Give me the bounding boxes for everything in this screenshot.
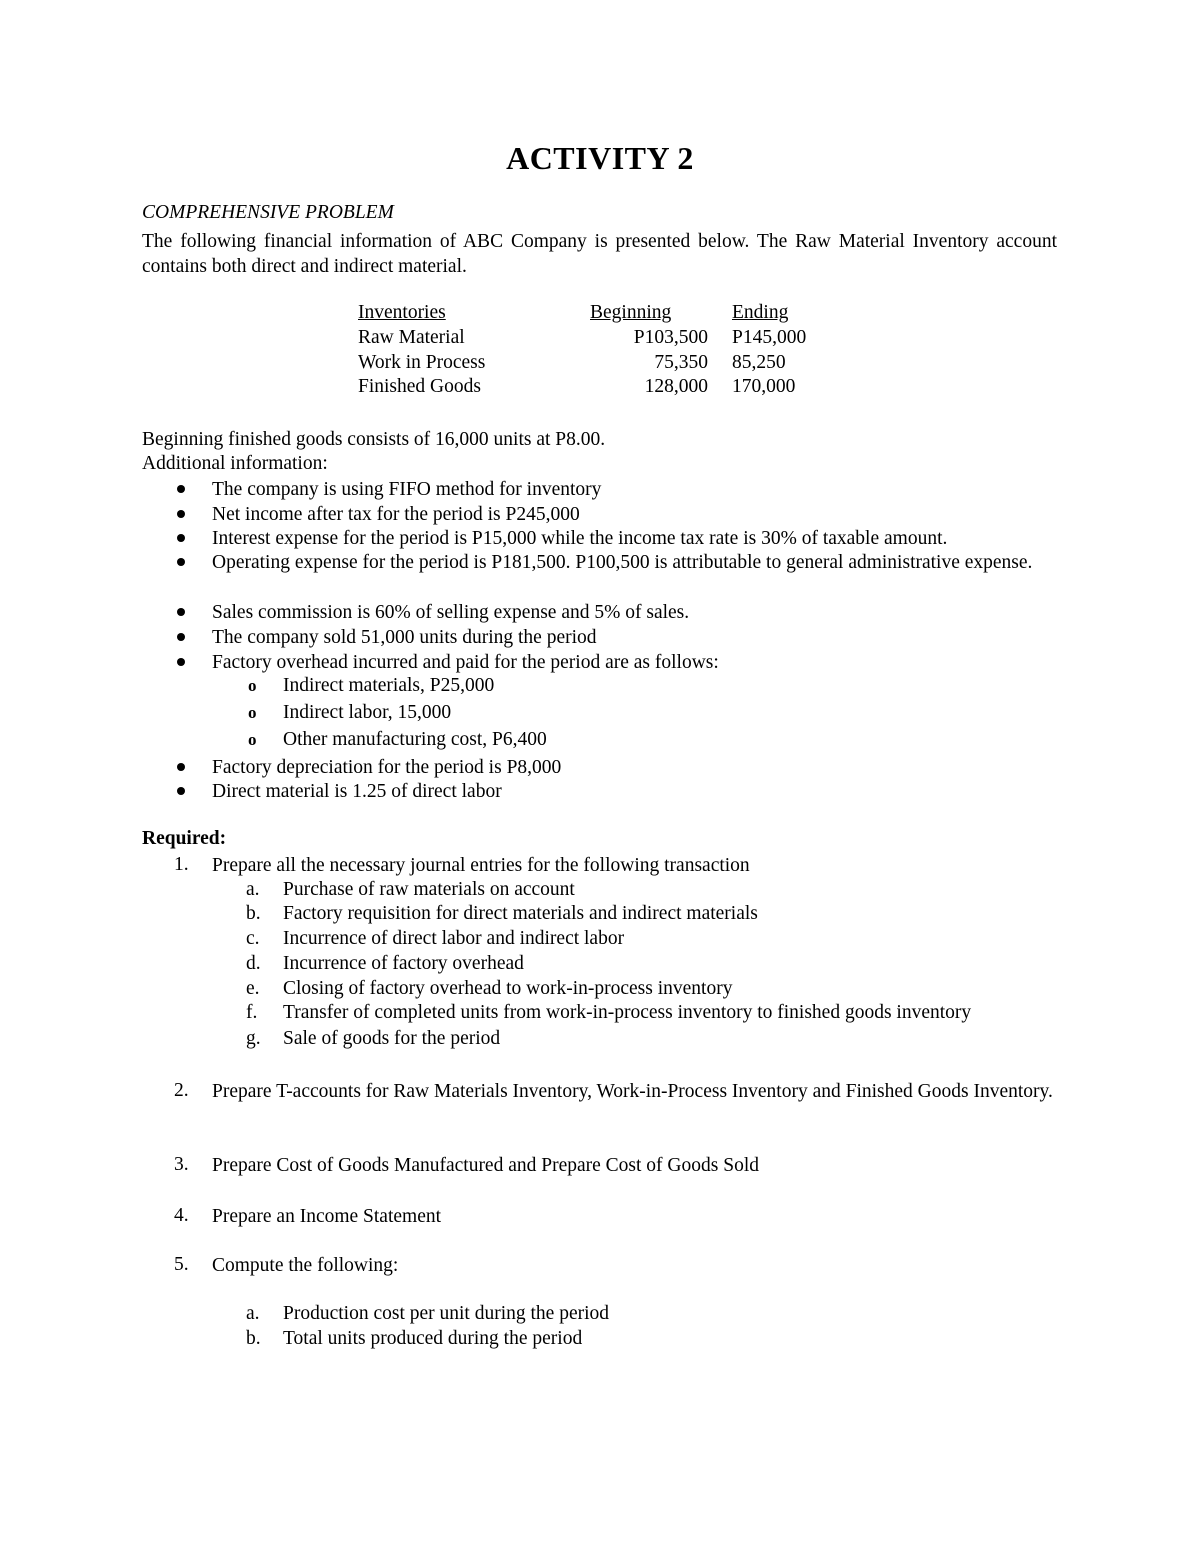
required-item: Compute the following: xyxy=(212,1255,399,1276)
list-item: Factory overhead incurred and paid for the period are as follows: xyxy=(212,652,719,673)
bullet-icon xyxy=(177,485,185,493)
sub-letter: f. xyxy=(246,1002,258,1023)
item-number: 5. xyxy=(174,1254,189,1275)
required-item: Prepare all the necessary journal entries for the following transaction xyxy=(212,855,750,876)
required-item: Prepare Cost of Goods Manufactured and Prepare Cost of Goods Sold xyxy=(212,1155,759,1176)
overhead-item: Indirect materials, P25,000 xyxy=(283,675,495,696)
overhead-item: Indirect labor, 15,000 xyxy=(283,702,452,723)
bullet-icon xyxy=(177,787,185,795)
sub-item: Production cost per unit during the period xyxy=(283,1303,610,1324)
bullet-icon xyxy=(177,558,185,566)
sub-letter: a. xyxy=(246,879,260,900)
beginning-note: Beginning finished goods consists of 16,000 units at P8.00. xyxy=(142,429,606,450)
sub-item: Total units produced during the period xyxy=(283,1328,583,1349)
intro-paragraph: The following financial information of ABC Company is presented below. The Raw Material Inventory account contains both direct and indirect material. xyxy=(142,231,1057,277)
beginning-value: 128,000 xyxy=(644,376,708,398)
list-item: The company is using FIFO method for inventory xyxy=(212,479,602,500)
sub-item: Factory requisition for direct materials and indirect materials xyxy=(283,903,758,924)
ending-value: P145,000 xyxy=(732,326,807,348)
list-item: Sales commission is 60% of selling expense and 5% of sales. xyxy=(212,602,690,623)
item-number: 4. xyxy=(174,1205,189,1226)
beginning-value: P103,500 xyxy=(633,326,708,348)
header-inventories: Inventories xyxy=(358,302,446,323)
required-item: Prepare an Income Statement xyxy=(212,1206,442,1227)
list-item: Factory depreciation for the period is P8,000 xyxy=(212,757,562,778)
sub-letter: d. xyxy=(246,953,261,974)
list-item: Net income after tax for the period is P245,000 xyxy=(212,504,580,525)
row-label: Work in Process xyxy=(358,351,486,373)
circle-bullet-icon: o xyxy=(248,676,257,695)
sub-letter: g. xyxy=(246,1028,261,1049)
sub-letter: b. xyxy=(246,1328,261,1349)
list-item: The company sold 51,000 units during the period xyxy=(212,627,597,648)
beginning-value: 75,350 xyxy=(654,351,708,373)
circle-bullet-icon: o xyxy=(248,730,257,749)
list-item: Interest expense for the period is P15,000 while the income tax rate is 30% of taxable amount. xyxy=(212,528,948,549)
sub-item: Incurrence of factory overhead xyxy=(283,953,524,974)
bullet-icon xyxy=(177,510,185,518)
sub-item: Sale of goods for the period xyxy=(283,1028,501,1049)
bullet-icon xyxy=(177,658,185,666)
list-item: Operating expense for the period is P181,500. P100,500 is attributable to general administrative expense. xyxy=(212,552,1033,573)
ending-value: 170,000 xyxy=(732,376,796,398)
list-item: Direct material is 1.25 of direct labor xyxy=(212,781,502,802)
sub-letter: b. xyxy=(246,903,261,924)
header-beginning: Beginning xyxy=(590,302,672,323)
document-title: ACTIVITY 2 xyxy=(506,140,694,176)
sub-item: Purchase of raw materials on account xyxy=(283,879,575,900)
sub-letter: e. xyxy=(246,978,260,999)
row-label: Raw Material xyxy=(358,326,465,348)
item-number: 1. xyxy=(174,854,189,875)
header-ending: Ending xyxy=(732,302,789,323)
sub-item: Incurrence of direct labor and indirect labor xyxy=(283,928,625,949)
row-label: Finished Goods xyxy=(358,376,481,398)
problem-subtitle: COMPREHENSIVE PROBLEM xyxy=(142,202,394,223)
additional-info-label: Additional information: xyxy=(142,453,328,474)
bullet-icon xyxy=(177,534,185,542)
circle-bullet-icon: o xyxy=(248,703,257,722)
item-number: 3. xyxy=(174,1154,189,1175)
bullet-icon xyxy=(177,763,185,771)
sub-letter: a. xyxy=(246,1303,260,1324)
sub-item: Closing of factory overhead to work-in-process inventory xyxy=(283,978,733,999)
required-item: Prepare T-accounts for Raw Materials Inventory, Work-in-Process Inventory and Finished Goods Inventory. xyxy=(212,1081,1053,1102)
bullet-icon xyxy=(177,608,185,616)
sub-letter: c. xyxy=(246,928,260,949)
required-heading: Required: xyxy=(142,828,227,849)
ending-value: 85,250 xyxy=(732,351,786,373)
bullet-icon xyxy=(177,633,185,641)
sub-item: Transfer of completed units from work-in-process inventory to finished goods inventory xyxy=(283,1002,972,1023)
item-number: 2. xyxy=(174,1080,189,1101)
overhead-item: Other manufacturing cost, P6,400 xyxy=(283,729,547,750)
